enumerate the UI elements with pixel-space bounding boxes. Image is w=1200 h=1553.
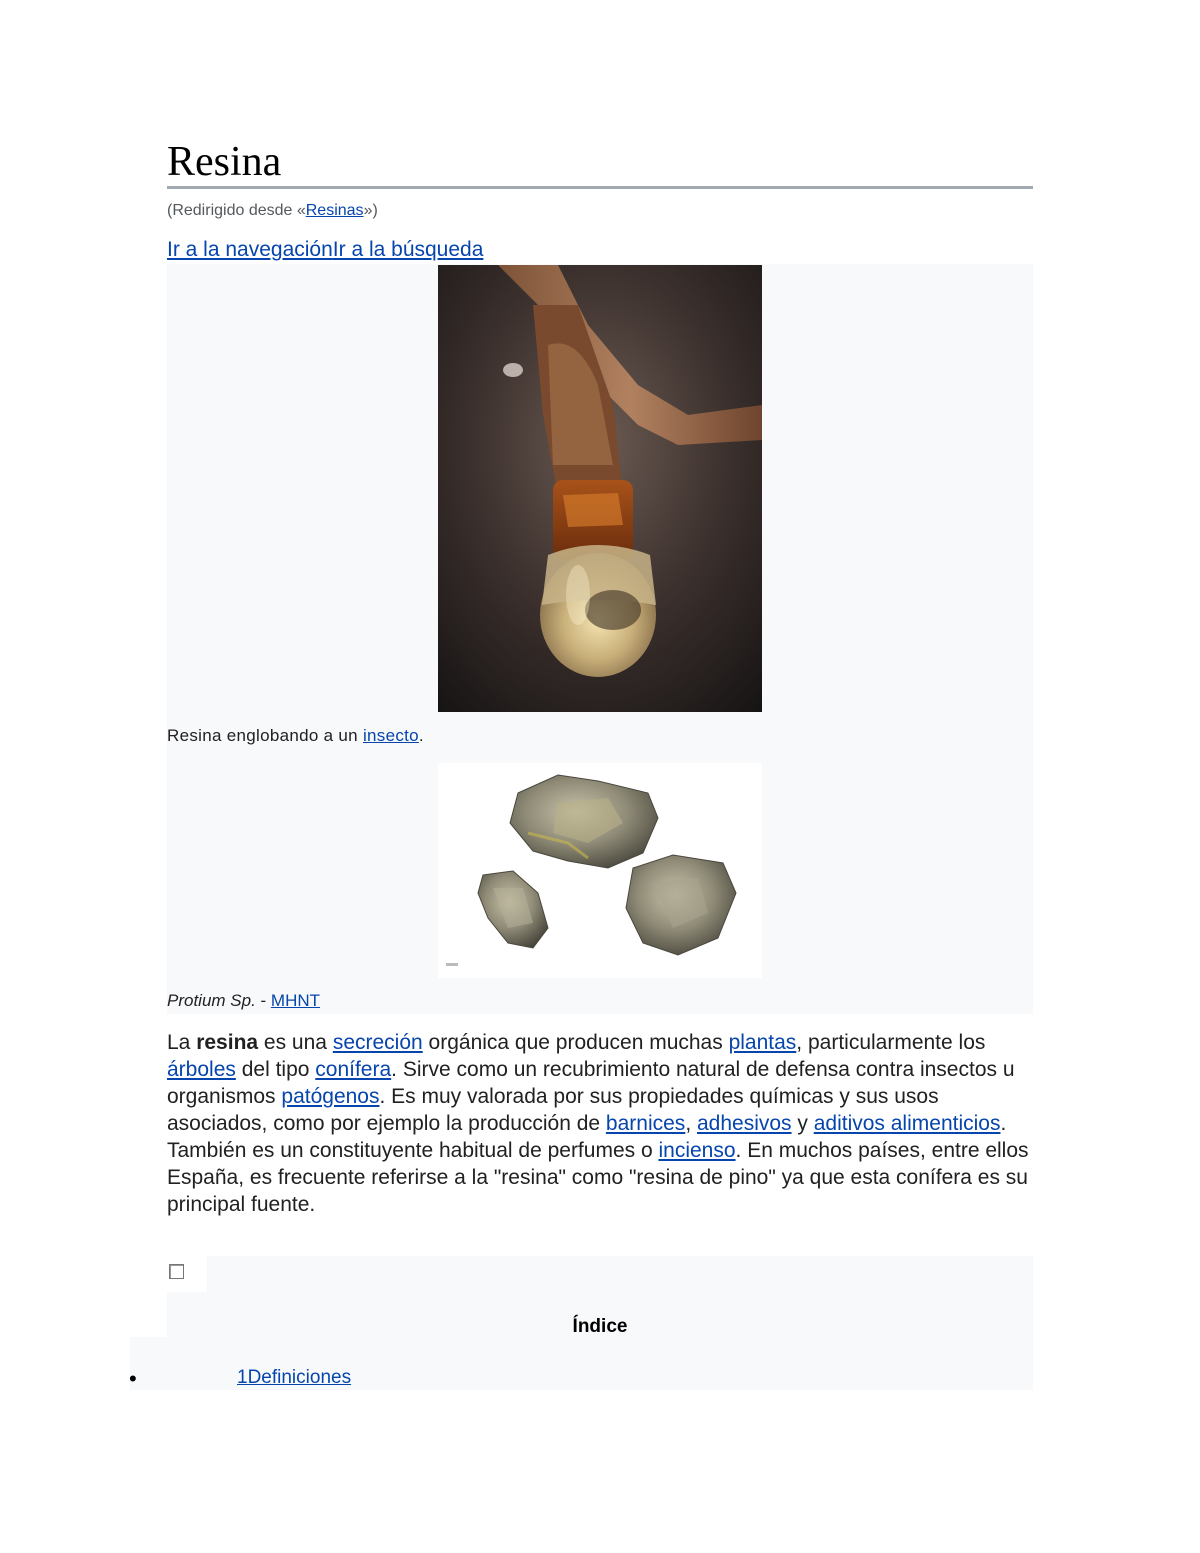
patogenos-link[interactable]: patógenos: [281, 1085, 380, 1108]
barnices-link[interactable]: barnices: [605, 1112, 686, 1135]
intro-text: . Es muy valorada por sus propiedades químicas y sus usos asociados, como por ejemplo la producción de: [167, 1085, 939, 1135]
page-title: Resina: [167, 138, 1033, 189]
redirect-prefix: (Redirigido desde «: [167, 202, 306, 219]
figure1-caption-text: Resina englobando a un: [167, 726, 363, 745]
secrecion-link[interactable]: secreción: [332, 1031, 423, 1054]
figure2-caption-sep: -: [255, 991, 271, 1010]
adhesivos-link[interactable]: adhesivos: [696, 1112, 792, 1135]
plantas-link[interactable]: plantas: [728, 1031, 797, 1054]
arboles-link[interactable]: árboles: [167, 1058, 236, 1081]
protium-resin-image[interactable]: [438, 763, 762, 978]
intro-paragraph: [167, 1029, 1037, 1218]
intro-text: . En muchos países, entre ellos España, es frecuente referirse a la "resina" como "resina de pino" ya que esta conífera es su principal fuente.: [167, 1139, 1029, 1216]
aditivos-alimenticios-link[interactable]: aditivos alimenticios: [813, 1112, 1001, 1135]
insect-link[interactable]: insecto: [362, 726, 419, 745]
conifera-link[interactable]: conífera: [315, 1058, 392, 1081]
intro-text: La: [167, 1031, 197, 1054]
toc-toggle-checkbox[interactable]: [169, 1264, 184, 1279]
intro-text: es una: [258, 1031, 333, 1054]
incienso-link[interactable]: incienso: [658, 1139, 736, 1162]
toc-bullet: •: [129, 1366, 137, 1391]
redirect-suffix: »): [363, 202, 378, 219]
intro-text: y: [791, 1112, 814, 1135]
toc-item-label: Definiciones: [247, 1367, 352, 1388]
figure1-caption: [167, 726, 424, 746]
figure1-caption-end: .: [418, 726, 424, 745]
intro-text: orgánica que producen muchas: [422, 1031, 729, 1054]
intro-text: . Sirve como un recubrimiento natural de defensa contra insectos u organismos: [167, 1058, 1015, 1108]
intro-text: del tipo: [235, 1058, 316, 1081]
mhnt-link[interactable]: MHNT: [270, 991, 321, 1010]
jump-to-search-link[interactable]: Ir a la búsqueda: [332, 238, 484, 261]
toc-item-number: 1: [237, 1367, 248, 1388]
intro-text: . También es un constituyente habitual de perfumes o: [167, 1112, 1007, 1162]
toc-title: Índice: [572, 1316, 628, 1337]
redirect-note: [167, 202, 378, 220]
jump-links: [167, 238, 483, 262]
intro-text: ,: [685, 1112, 697, 1135]
redirect-link[interactable]: Resinas: [305, 202, 364, 219]
figure2-caption: [167, 991, 320, 1011]
jump-to-navigation-link[interactable]: Ir a la navegación: [167, 238, 333, 261]
toc-item-definiciones[interactable]: [237, 1367, 351, 1389]
resin-drop-image[interactable]: [438, 265, 762, 712]
intro-bold-term: resina: [196, 1031, 259, 1054]
species-name: Protium Sp.: [167, 991, 256, 1010]
intro-text: , particularmente los: [796, 1031, 986, 1054]
